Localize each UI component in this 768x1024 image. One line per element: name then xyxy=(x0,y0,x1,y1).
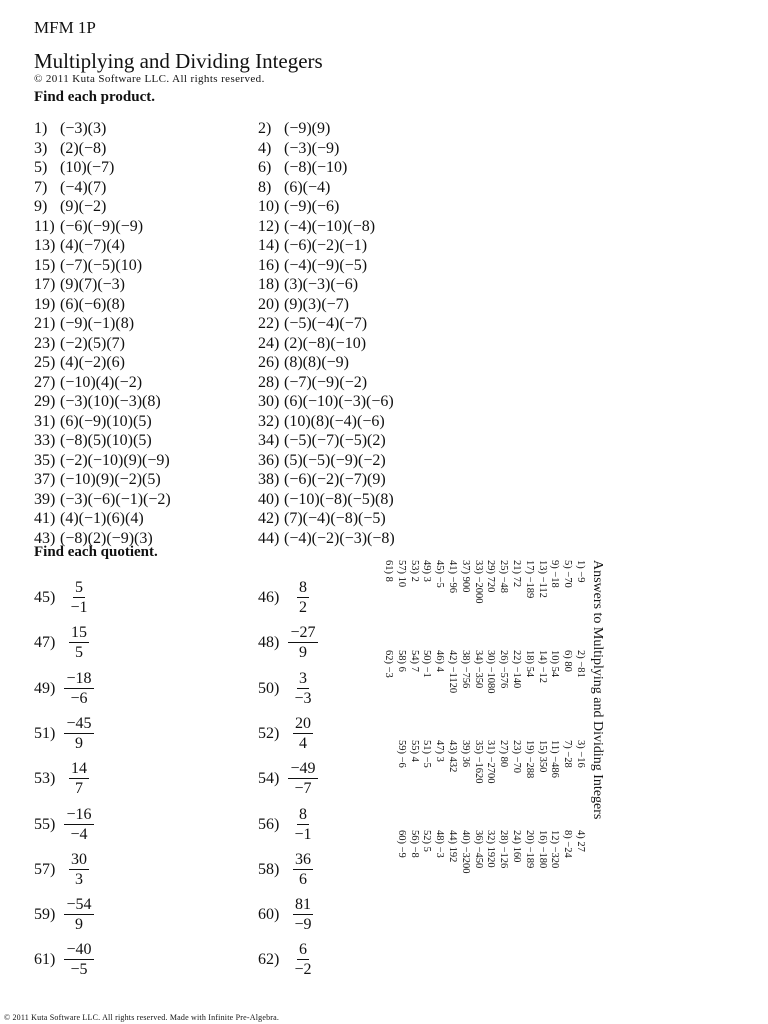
problem-number: 3) xyxy=(34,139,48,157)
numerator: 81 xyxy=(295,896,311,914)
problem-expression: (−5)(−4)(−7) xyxy=(284,315,368,332)
problem-number: 29) xyxy=(34,393,56,410)
problem-number: 51) xyxy=(34,724,56,742)
answer-key xyxy=(382,560,604,920)
numerator: −18 xyxy=(66,669,92,687)
problem-number: 50) xyxy=(258,679,280,697)
problem-number: 16) xyxy=(258,256,280,274)
answer-entry: 48) −3 xyxy=(434,830,446,858)
footer-copyright: © 2011 Kuta Software LLC. All rights reserved. Made with Infinite Pre-Algebra. xyxy=(4,1013,280,1022)
problem-number: 47) xyxy=(34,634,56,652)
denominator: 5 xyxy=(75,644,83,662)
fraction xyxy=(64,805,94,844)
worksheet-title: Multiplying and Dividing Integers xyxy=(34,49,323,73)
answer-entry: 55) 4 xyxy=(408,740,420,762)
product-problem xyxy=(258,275,358,295)
problem-expression: (6)(−4) xyxy=(284,178,331,196)
answer-entry: 36) −450 xyxy=(472,830,484,869)
product-problem xyxy=(258,353,349,373)
answer-entry: 44) 192 xyxy=(447,830,459,863)
product-problem xyxy=(258,412,385,432)
product-problem xyxy=(258,509,386,529)
answer-entry: 10) 54 xyxy=(549,650,561,678)
fraction xyxy=(288,669,318,708)
product-problem xyxy=(34,295,125,315)
problem-expression: (−2)(5)(7) xyxy=(60,334,125,352)
problem-expression: (−3)(−6)(−1)(−2) xyxy=(60,490,171,508)
answer-entry: 21) 72 xyxy=(511,560,523,588)
answer-entry: 41) −96 xyxy=(447,560,459,594)
answer-entry: 33) −2000 xyxy=(472,560,484,604)
quotient-instructions: Find each quotient. xyxy=(34,544,158,560)
product-problem xyxy=(258,431,386,451)
problem-expression: (−5)(−7)(−5)(2) xyxy=(284,432,386,449)
answer-entry: 2) −81 xyxy=(575,650,586,678)
problem-number: 11) xyxy=(34,217,55,235)
answer-entry: 34) −350 xyxy=(472,650,484,689)
numerator: −16 xyxy=(66,805,92,823)
problem-expression: (−6)(−2)(−7)(9) xyxy=(284,471,386,488)
product-problem xyxy=(34,256,142,276)
product-problem xyxy=(34,119,106,139)
problem-number: 31) xyxy=(34,412,56,430)
answer-entry: 57) 10 xyxy=(395,560,407,588)
product-problem xyxy=(34,158,114,178)
problem-expression: (3)(−3)(−6) xyxy=(284,276,359,293)
problem-expression: (−9)(9) xyxy=(284,120,331,137)
problem-number: 28) xyxy=(258,373,280,391)
answer-entry: 9) −18 xyxy=(549,560,561,588)
answer-entry: 49) 3 xyxy=(421,560,433,582)
numerator: 6 xyxy=(299,941,307,959)
product-problem xyxy=(258,158,347,178)
fraction xyxy=(288,578,318,617)
answer-entry: 7) −28 xyxy=(562,740,574,768)
numerator: −45 xyxy=(66,714,92,732)
answer-entry: 62) −3 xyxy=(383,650,395,678)
numerator: −40 xyxy=(66,941,92,959)
problem-expression: (−7)(−9)(−2) xyxy=(284,373,368,391)
problem-number: 36) xyxy=(258,451,280,469)
problem-expression: (−8)(−10) xyxy=(284,159,348,176)
problem-number: 57) xyxy=(34,860,56,878)
problem-expression: (5)(−5)(−9)(−2) xyxy=(284,451,386,469)
answer-entry: 13) −112 xyxy=(536,560,548,598)
problem-expression: (−9)(−1)(8) xyxy=(60,315,135,332)
problem-number: 59) xyxy=(34,906,56,924)
course-code: MFM 1P xyxy=(34,18,96,37)
denominator: −1 xyxy=(294,825,312,843)
problem-number: 2) xyxy=(258,120,272,137)
problem-number: 4) xyxy=(258,139,272,157)
problem-expression: (−6)(−2)(−1) xyxy=(284,237,368,254)
problem-expression: (9)(3)(−7) xyxy=(284,295,349,313)
problem-expression: (−4)(−2)(−3)(−8) xyxy=(284,529,395,547)
fraction xyxy=(64,669,94,708)
denominator: 9 xyxy=(75,916,83,934)
product-problem xyxy=(34,236,125,256)
problem-number: 18) xyxy=(258,276,280,293)
product-problem xyxy=(258,529,395,549)
answer-entry: 6) 80 xyxy=(562,650,574,672)
problem-number: 56) xyxy=(258,815,280,833)
numerator: −54 xyxy=(66,896,92,914)
product-problem xyxy=(34,470,161,490)
answer-entry: 14) −12 xyxy=(536,650,548,684)
problem-expression: (−2)(−10)(9)(−9) xyxy=(60,451,170,469)
problem-number: 24) xyxy=(258,334,280,352)
denominator: −3 xyxy=(294,689,312,707)
problem-expression: (−8)(2)(−9)(3) xyxy=(60,529,153,547)
problem-number: 1) xyxy=(34,120,48,137)
problem-number: 35) xyxy=(34,451,56,469)
denominator: −9 xyxy=(294,916,312,934)
product-problem xyxy=(258,236,367,256)
problem-number: 49) xyxy=(34,679,56,697)
answer-entry: 38) −756 xyxy=(459,650,471,689)
problem-number: 5) xyxy=(34,159,48,176)
fraction xyxy=(64,940,94,979)
answer-entry: 25) −48 xyxy=(498,560,510,594)
problem-number: 25) xyxy=(34,354,56,371)
answer-entry: 53) 2 xyxy=(408,560,420,582)
answer-entry: 43) 432 xyxy=(447,740,459,773)
denominator: −4 xyxy=(70,825,88,843)
problem-number: 21) xyxy=(34,315,56,332)
problem-number: 38) xyxy=(258,471,280,488)
product-problem xyxy=(34,217,143,237)
numerator: 8 xyxy=(299,579,307,596)
problem-number: 22) xyxy=(258,315,280,332)
answer-entry: 8) −24 xyxy=(562,830,574,858)
fraction xyxy=(288,623,318,662)
answer-entry: 18) 54 xyxy=(523,650,535,678)
product-problem xyxy=(258,470,386,490)
problem-expression: (2)(−8)(−10) xyxy=(284,334,367,352)
answer-entry: 39) 36 xyxy=(459,740,471,768)
answer-entry: 60) −9 xyxy=(395,830,407,858)
numerator: −27 xyxy=(290,624,316,642)
numerator: 20 xyxy=(295,714,311,732)
fraction xyxy=(288,895,318,934)
product-problem xyxy=(34,314,134,334)
product-problem xyxy=(258,314,367,334)
product-problem xyxy=(258,119,330,139)
problem-number: 15) xyxy=(34,256,56,274)
problem-number: 41) xyxy=(34,510,56,527)
denominator: −5 xyxy=(70,961,88,979)
denominator: 7 xyxy=(75,780,83,798)
problem-number: 40) xyxy=(258,490,280,508)
problem-number: 42) xyxy=(258,510,280,527)
fraction xyxy=(288,940,318,979)
problem-number: 43) xyxy=(34,529,56,547)
problem-expression: (−4)(−10)(−8) xyxy=(284,217,376,235)
problem-number: 12) xyxy=(258,217,280,235)
answer-entry: 47) 3 xyxy=(434,740,446,762)
denominator: 2 xyxy=(299,599,307,616)
product-instructions: Find each product. xyxy=(34,89,155,105)
answer-entry: 1) −9 xyxy=(575,560,586,583)
answer-entry: 16) −180 xyxy=(536,830,548,869)
problem-number: 53) xyxy=(34,770,56,788)
problem-number: 8) xyxy=(258,178,272,196)
product-problem xyxy=(34,412,152,432)
problem-expression: (7)(−4)(−8)(−5) xyxy=(284,510,386,527)
problem-expression: (2)(−8) xyxy=(60,139,107,157)
denominator: 4 xyxy=(299,734,307,752)
problem-number: 7) xyxy=(34,178,48,196)
product-problem xyxy=(258,178,330,198)
problem-expression: (4)(−1)(6)(4) xyxy=(60,510,144,527)
answer-entry: 45) −5 xyxy=(434,560,446,588)
fraction xyxy=(64,578,94,617)
product-problem xyxy=(34,373,142,393)
answer-entry: 27) 80 xyxy=(498,740,510,768)
product-problem xyxy=(34,334,125,354)
denominator: −7 xyxy=(294,780,312,798)
answer-entry: 26) −576 xyxy=(498,650,510,689)
header-copyright: © 2011 Kuta Software LLC. All rights reserved. xyxy=(34,73,265,85)
fraction xyxy=(288,759,318,798)
answer-key-title: Answers to Multiplying and Dividing Integers xyxy=(590,560,605,820)
product-problem xyxy=(34,509,144,529)
answer-entry: 19) −288 xyxy=(523,740,535,779)
problem-expression: (−8)(5)(10)(5) xyxy=(60,432,152,449)
denominator: −2 xyxy=(294,961,312,979)
problem-number: 61) xyxy=(34,951,56,969)
problem-number: 55) xyxy=(34,815,56,833)
problem-expression: (−7)(−5)(10) xyxy=(60,256,143,274)
fraction xyxy=(64,850,94,889)
problem-expression: (−3)(−9) xyxy=(284,139,340,157)
product-problem xyxy=(258,295,349,315)
problem-number: 20) xyxy=(258,295,280,313)
product-problem xyxy=(34,490,171,510)
product-problem xyxy=(258,139,339,159)
problem-number: 37) xyxy=(34,471,56,488)
numerator: 8 xyxy=(299,805,307,823)
product-problem xyxy=(258,490,394,510)
denominator: −1 xyxy=(70,599,88,616)
answer-entry: 37) 900 xyxy=(459,560,471,593)
numerator: 14 xyxy=(71,760,87,778)
problem-number: 32) xyxy=(258,412,280,430)
problem-number: 33) xyxy=(34,432,56,449)
problem-expression: (6)(−6)(8) xyxy=(60,295,125,313)
problem-expression: (−3)(3) xyxy=(60,120,107,137)
answer-entry: 15) 350 xyxy=(536,740,548,773)
problem-number: 23) xyxy=(34,334,56,352)
product-problem xyxy=(258,451,386,471)
problem-number: 14) xyxy=(258,237,280,254)
problem-number: 60) xyxy=(258,906,280,924)
fraction xyxy=(288,850,318,889)
problem-expression: (4)(−7)(4) xyxy=(60,237,125,254)
problem-number: 62) xyxy=(258,951,280,969)
answer-entry: 56) −8 xyxy=(408,830,420,858)
denominator: 6 xyxy=(299,870,307,888)
answer-entry: 40) −3200 xyxy=(459,830,471,874)
numerator: −49 xyxy=(290,760,316,778)
problem-number: 46) xyxy=(258,589,280,606)
problem-number: 34) xyxy=(258,432,280,449)
fraction xyxy=(64,759,94,798)
fraction xyxy=(64,623,94,662)
problem-number: 26) xyxy=(258,354,280,371)
answer-entry: 31) −2700 xyxy=(485,740,497,784)
problem-number: 45) xyxy=(34,589,56,606)
numerator: 5 xyxy=(75,579,83,596)
answer-entry: 4) 27 xyxy=(575,830,586,852)
answer-entry: 11) −486 xyxy=(549,740,561,778)
problem-expression: (−9)(−6) xyxy=(284,198,340,215)
problem-expression: (9)(−2) xyxy=(60,198,107,215)
answer-entry: 28) −126 xyxy=(498,830,510,869)
problem-number: 44) xyxy=(258,529,280,547)
product-problem xyxy=(34,178,106,198)
denominator: −6 xyxy=(70,689,88,707)
product-problem xyxy=(34,392,161,412)
product-problem xyxy=(258,217,375,237)
problem-number: 13) xyxy=(34,237,56,254)
problem-number: 52) xyxy=(258,724,280,742)
problem-number: 27) xyxy=(34,373,56,391)
answer-entry: 52) 5 xyxy=(421,830,433,852)
fraction xyxy=(64,895,94,934)
answer-entry: 5) −70 xyxy=(562,560,574,588)
problem-expression: (10)(8)(−4)(−6) xyxy=(284,412,385,430)
product-problem xyxy=(258,373,367,393)
answer-entry: 54) 7 xyxy=(408,650,420,672)
numerator: 36 xyxy=(295,850,311,868)
answer-entry: 35) −1620 xyxy=(472,740,484,784)
problem-number: 58) xyxy=(258,860,280,878)
denominator: 9 xyxy=(75,734,83,752)
answer-entry: 42) −1120 xyxy=(447,650,459,694)
problem-number: 17) xyxy=(34,276,56,293)
problem-expression: (10)(−7) xyxy=(60,159,115,176)
product-problem xyxy=(258,392,394,412)
answer-entry: 20) −189 xyxy=(523,830,535,869)
answer-entry: 23) −70 xyxy=(511,740,523,774)
answer-entry: 17) −189 xyxy=(523,560,535,599)
answer-entry: 61) 8 xyxy=(383,560,395,582)
problem-number: 39) xyxy=(34,490,56,508)
problem-number: 9) xyxy=(34,198,48,215)
answer-entry: 58) 6 xyxy=(395,650,407,672)
product-problem xyxy=(258,197,339,217)
problem-expression: (6)(−10)(−3)(−6) xyxy=(284,393,394,410)
product-problem xyxy=(34,451,170,471)
answer-entry: 32) 1920 xyxy=(485,830,497,868)
problem-expression: (−4)(−9)(−5) xyxy=(284,256,368,274)
numerator: 3 xyxy=(299,669,307,687)
answer-entry: 51) −5 xyxy=(421,740,433,768)
product-problem xyxy=(258,334,366,354)
problem-number: 19) xyxy=(34,295,56,313)
answer-key-grid xyxy=(382,560,587,920)
answer-entry: 46) 4 xyxy=(434,650,446,672)
problem-expression: (−10)(−8)(−5)(8) xyxy=(284,490,394,508)
answer-entry: 50) −1 xyxy=(421,650,433,678)
problem-number: 54) xyxy=(258,770,280,788)
answer-entry: 30) −1080 xyxy=(485,650,497,694)
answer-entry: 22) −140 xyxy=(511,650,523,689)
problem-number: 30) xyxy=(258,393,280,410)
product-problem xyxy=(34,353,125,373)
problem-expression: (−6)(−9)(−9) xyxy=(60,217,144,235)
problem-expression: (8)(8)(−9) xyxy=(284,354,349,371)
product-problem xyxy=(34,431,152,451)
problem-number: 6) xyxy=(258,159,272,176)
answer-entry: 24) 160 xyxy=(511,830,523,863)
product-problem xyxy=(34,197,106,217)
answer-entry: 29) 720 xyxy=(485,560,497,593)
problem-expression: (−10)(9)(−2)(5) xyxy=(60,471,161,488)
problem-expression: (4)(−2)(6) xyxy=(60,354,125,371)
problem-expression: (6)(−9)(10)(5) xyxy=(60,412,152,430)
problem-number: 10) xyxy=(258,198,280,215)
fraction xyxy=(288,714,318,753)
problem-expression: (−10)(4)(−2) xyxy=(60,373,143,391)
problem-expression: (9)(7)(−3) xyxy=(60,276,125,293)
product-problem xyxy=(34,275,125,295)
answer-entry: 59) −6 xyxy=(395,740,407,768)
numerator: 30 xyxy=(71,850,87,868)
problem-expression: (−3)(10)(−3)(8) xyxy=(60,393,161,410)
product-problem xyxy=(34,139,106,159)
fraction xyxy=(288,805,318,844)
fraction xyxy=(64,714,94,753)
numerator: 15 xyxy=(71,624,87,642)
denominator: 9 xyxy=(299,644,307,662)
answer-entry: 12) −320 xyxy=(549,830,561,869)
answer-entry: 3) −16 xyxy=(575,740,586,768)
product-problem xyxy=(258,256,367,276)
denominator: 3 xyxy=(75,870,83,888)
problem-expression: (−4)(7) xyxy=(60,178,107,196)
problem-number: 48) xyxy=(258,634,280,652)
